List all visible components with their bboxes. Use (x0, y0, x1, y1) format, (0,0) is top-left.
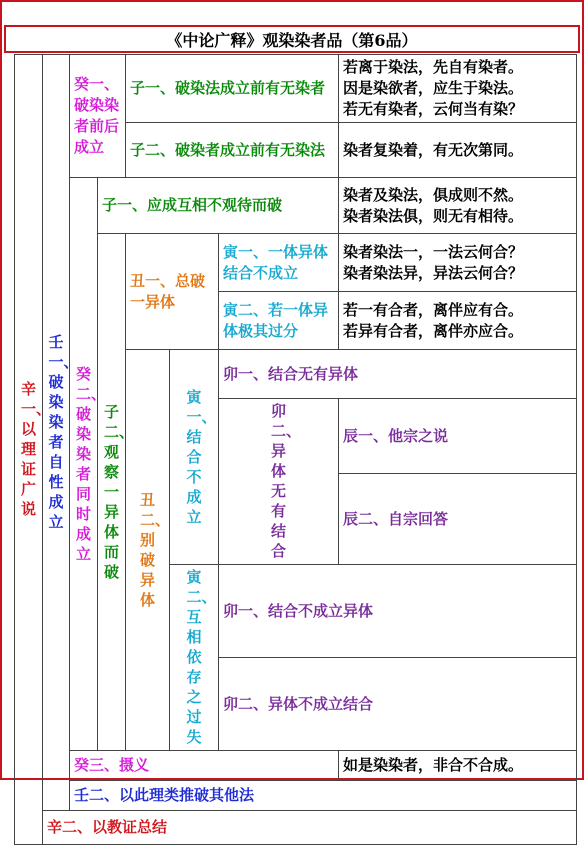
verse-4: 染者染法一，一法云何合？ 染者染法异，异法云何合？ (339, 234, 577, 292)
heading-yin2: 寅二、互相依存之过失 (170, 565, 219, 751)
heading-mao2: 卯二、异体无有结合 (219, 399, 339, 565)
heading-chen2: 辰二、自宗回答 (339, 474, 577, 565)
heading-xin1: 辛一、以理证广说 (15, 55, 43, 845)
heading-ren2: 壬二、以此理类推破其他法 (70, 781, 577, 811)
verse-5: 若一有合者，离伴应有合。 若异有合者，离伴亦应合。 (339, 292, 577, 350)
heading-chou1-yin1: 寅一、一体异体结合不成立 (219, 234, 339, 292)
heading-gui2: 癸二、破染染者同时成立 (70, 178, 98, 751)
heading-yin2-mao1: 卯一、结合不成立异体 (219, 565, 577, 658)
heading-ren1: 壬一、破染染者自性成立 (43, 55, 70, 811)
verse-11: 如是染染者，非合不合成。 (339, 751, 577, 781)
heading-gui2-zi2: 子二、观察一异体而破 (98, 234, 126, 751)
heading-xin2: 辛二、以教证总结 (43, 811, 577, 845)
outline-table (14, 54, 577, 845)
heading-gui2-zi1: 子一、应成互相不观待而破 (98, 178, 339, 234)
page-title: 《中论广释》观染染者品（第6品） (4, 25, 580, 53)
heading-yin2-mao2: 卯二、异体不成立结合 (219, 658, 577, 751)
heading-chou2: 丑二、别破异体 (126, 350, 170, 751)
heading-chou1-yin2: 寅二、若一体异体极其过分 (219, 292, 339, 350)
verse-3: 染者及染法，俱成则不然。 染者染法俱，则无有相待。 (339, 178, 577, 234)
heading-gui1: 癸一、破染染者前后成立 (70, 55, 126, 178)
verse-2: 染者复染着，有无次第同。 (339, 123, 577, 178)
heading-gui1-zi2: 子二、破染者成立前有无染法 (126, 123, 339, 178)
verse-1: 若离于染法，先自有染者。 因是染欲者，应生于染法。 若无有染者，云何当有染？ (339, 55, 577, 123)
heading-chou1: 丑一、总破一异体 (126, 234, 219, 350)
heading-gui3: 癸三、摄义 (70, 751, 339, 781)
heading-chen1: 辰一、他宗之说 (339, 399, 577, 474)
heading-gui1-zi1: 子一、破染法成立前有无染者 (126, 55, 339, 123)
heading-yin1: 寅一、结合不成立 (170, 350, 219, 565)
heading-mao1: 卯一、结合无有异体 (219, 350, 577, 399)
